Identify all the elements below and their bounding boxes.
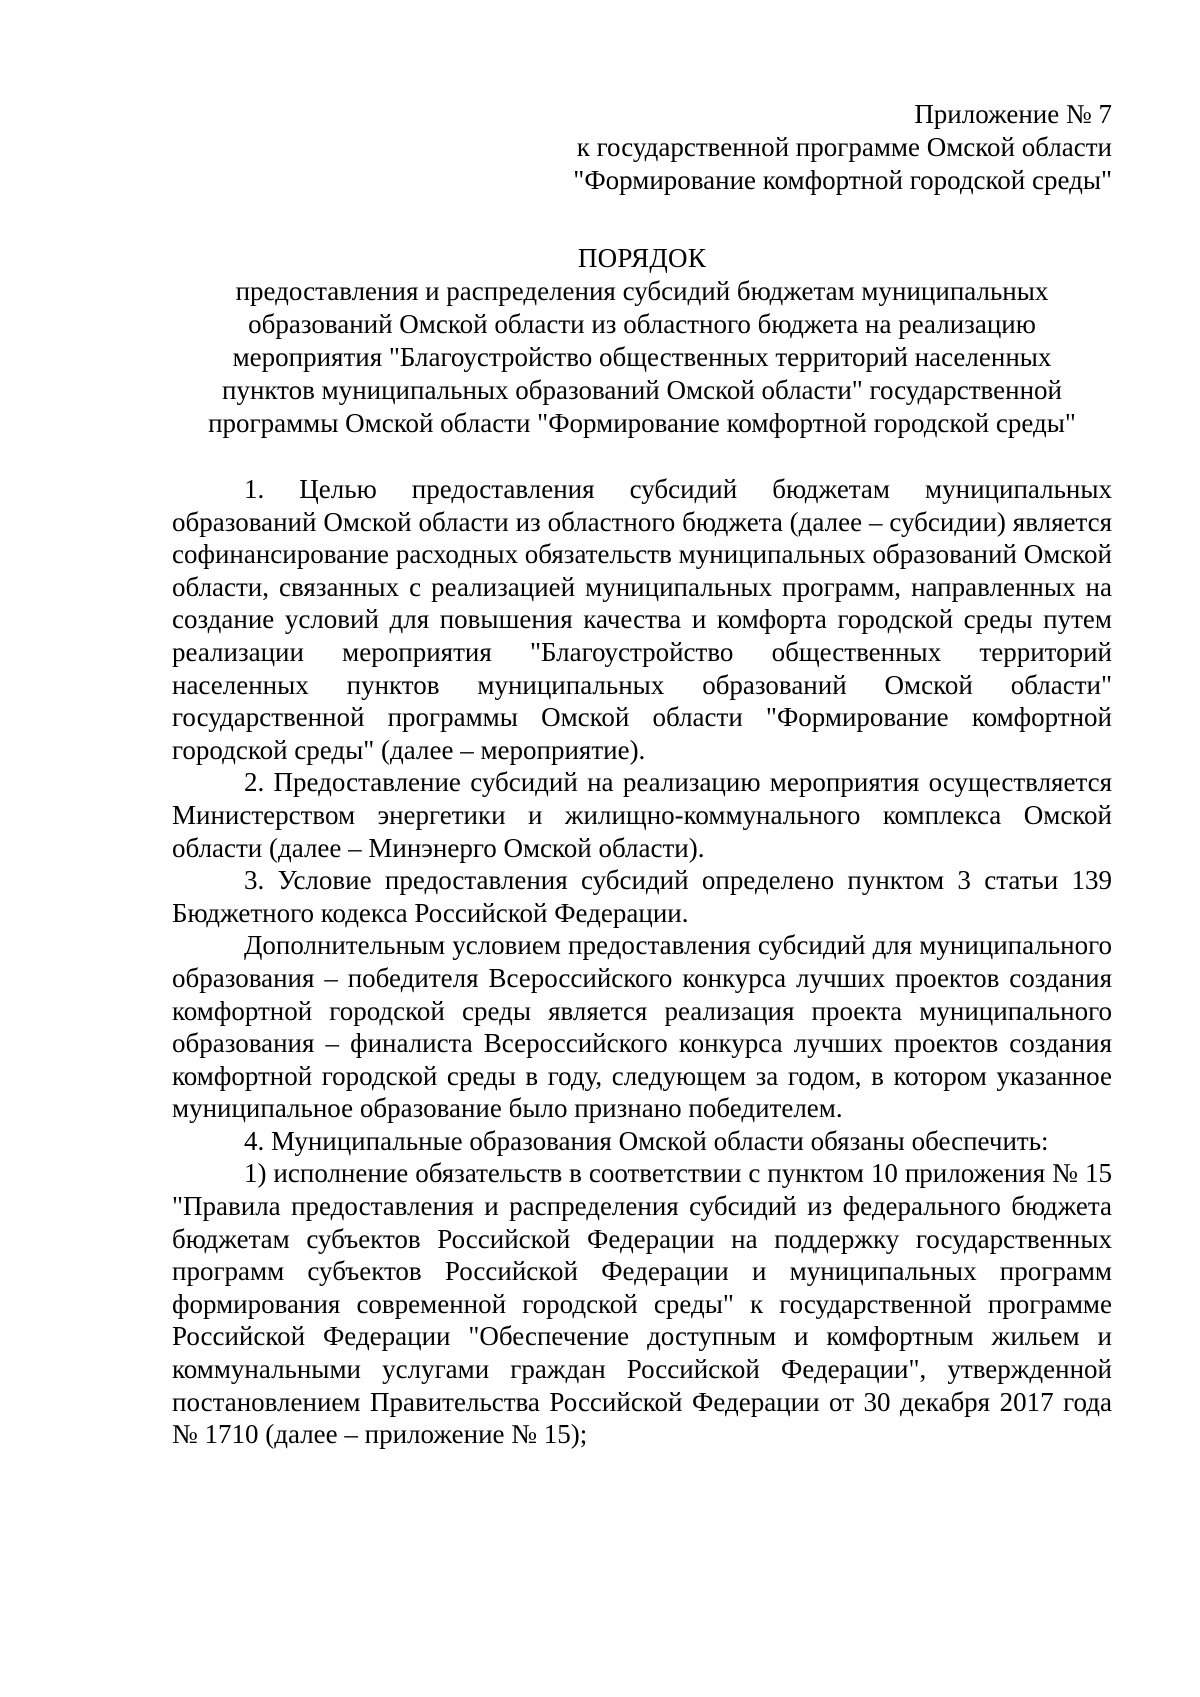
- document-body: [172, 473, 1112, 1451]
- paragraph-2-provider: 2. Предоставление субсидий на реализацию мероприятия осуществляется Министерством энергетики и жилищно-коммунального комплекса Омской области (далее – Минэнерго Омской области).: [172, 767, 1112, 863]
- document-subtitle: [172, 275, 1112, 440]
- paragraph-additional-condition: Дополнительным условием предоставления субсидий для муниципального образования – победителя Всероссийского конкурса лучших проектов создания комфортной городской среды является реализация проекта муниципального образования – финалиста Всероссийского конкурса лучших проектов создания комфортной городской среды в году, следующем за годом, в котором указанное муниципальное образование было признано победителем.: [172, 930, 1112, 1124]
- appendix-header: [172, 98, 1112, 197]
- subtitle-line: мероприятия "Благоустройство общественных территорий населенных: [232, 342, 1052, 372]
- appendix-line: к государственной программе Омской области: [576, 132, 1112, 162]
- subtitle-line: предоставления и распределения субсидий бюджетам муниципальных: [235, 276, 1049, 306]
- paragraph-4-1-execution: 1) исполнение обязательств в соответствии с пунктом 10 приложения № 15 "Правила предоставления и распределения субсидий из федерального бюджета бюджетам субъектов Российской Федерации на поддержку государственных программ субъектов Российской Федерации и муниципальных программ формирования современной городской среды" к государственной программе Российской Федерации "Обеспечение доступным и комфортным жильем и коммунальными услугами граждан Российской Федерации", утвержденной постановлением Правительства Российской Федерации от 30 декабря 2017 года № 1710 (далее – приложение № 15);: [172, 1158, 1112, 1450]
- paragraph-3-condition: 3. Условие предоставления субсидий определено пунктом 3 статьи 139 Бюджетного кодекса Российской Федерации.: [172, 865, 1112, 928]
- subtitle-line: пунктов муниципальных образований Омской области" государственной: [222, 375, 1062, 405]
- paragraph-1-purpose: 1. Целью предоставления субсидий бюджетам муниципальных образований Омской области из областного бюджета (далее – субсидии) является софинансирование расходных обязательств муниципальных образований Омской области, связанных с реализацией муниципальных программ, направленных на создание условий для повышения качества и комфорта городской среды путем реализации мероприятия "Благоустройство общественных территорий населенных пунктов муниципальных образований Омской области" государственной программы Омской области "Формирование комфортной городской среды" (далее – мероприятие).: [172, 474, 1112, 765]
- document-title: ПОРЯДОК: [577, 243, 707, 273]
- subtitle-line: образований Омской области из областного бюджета на реализацию: [248, 309, 1036, 339]
- appendix-line: "Формирование комфортной городской среды": [573, 165, 1112, 195]
- paragraph-4-obligations: 4. Муниципальные образования Омской области обязаны обеспечить:: [244, 1125, 1049, 1156]
- appendix-line: Приложение № 7: [914, 99, 1112, 129]
- subtitle-line: программы Омской области "Формирование комфортной городской среды": [208, 408, 1076, 438]
